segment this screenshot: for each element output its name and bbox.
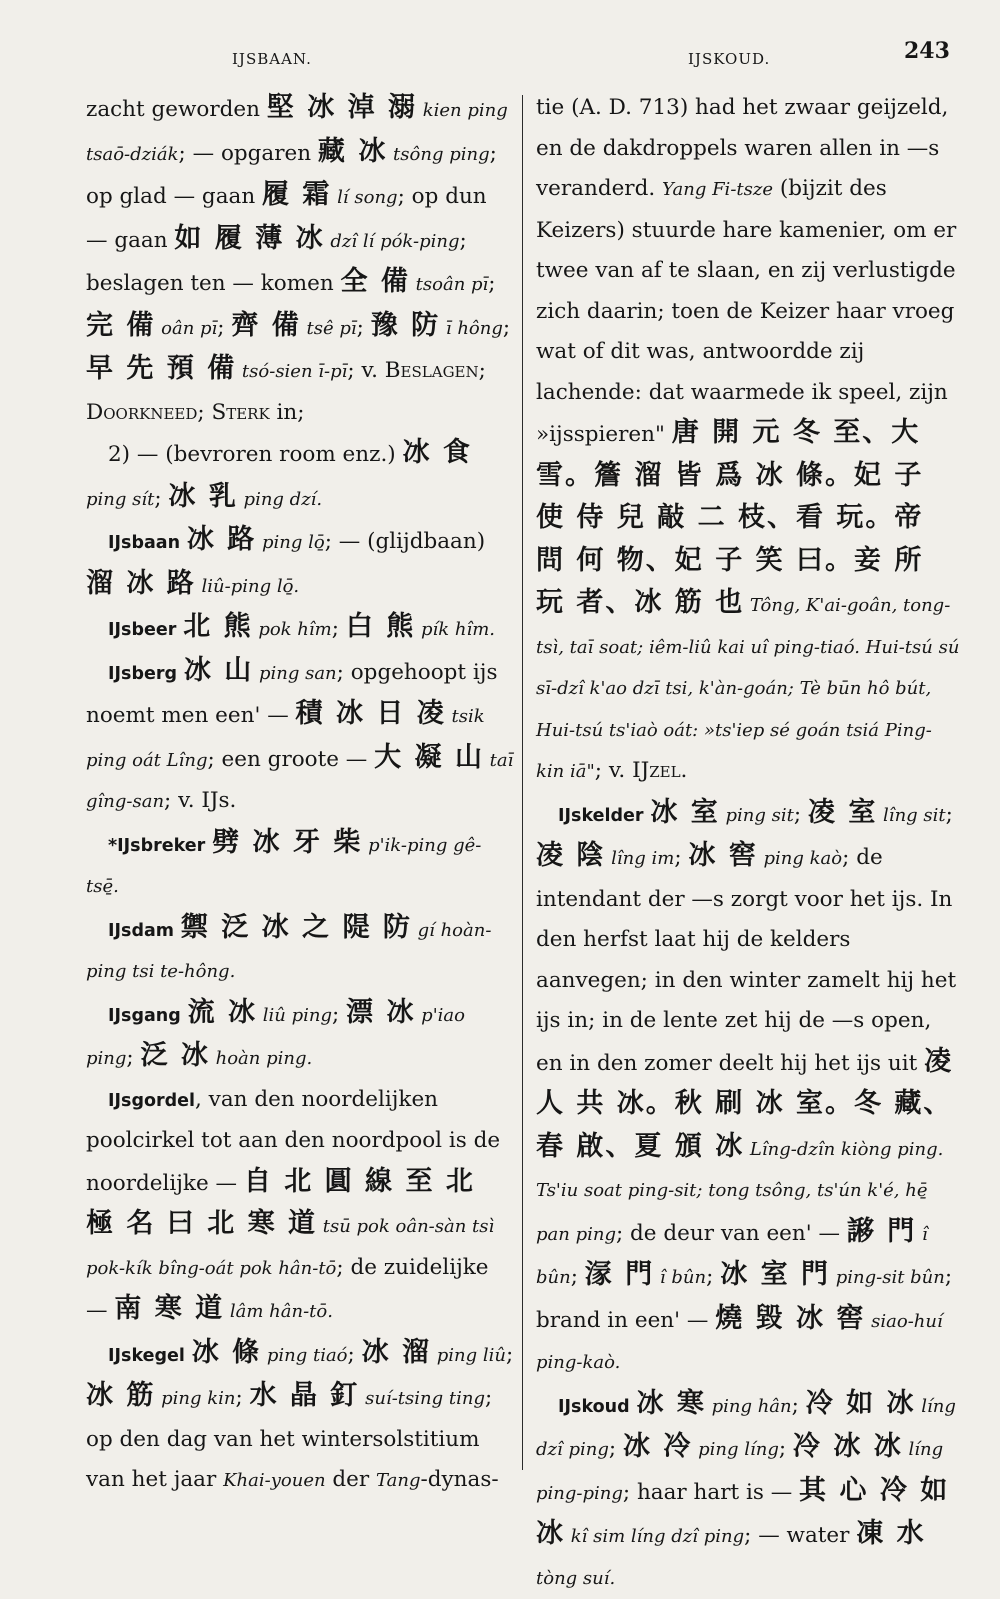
text-run: ; [488, 271, 495, 296]
chinese-characters: 冰 寒 [636, 1388, 705, 1419]
chinese-characters: 燒 毀 冰 窖 [715, 1303, 865, 1334]
text-run: ; [154, 486, 168, 511]
romanization: ping-sit bûn [830, 1267, 945, 1288]
cross-reference: IJzel. [632, 758, 687, 783]
chinese-characters: 藏 冰 [318, 136, 387, 167]
chinese-characters: 謻 門 [847, 1216, 916, 1247]
text-run: ; de intendant der —s zorgt voor het ijs. In den herfst laat hij de kelders aanvegen; in den winter zamelt hij het ijs in; in de lente zet hij de —s open, en in den zomer deelt hij het ijs uit [536, 845, 956, 1076]
chinese-characters: 凌 陰 [536, 840, 605, 871]
romanization: suí-tsing ting [359, 1388, 485, 1409]
text-run: ; [197, 400, 211, 425]
chinese-characters: 齊 備 [231, 310, 300, 341]
romanization: ping san [253, 663, 336, 684]
running-header [0, 38, 1000, 78]
chinese-characters: 冰 室 [650, 797, 719, 828]
text-run: -dynas- [420, 1467, 498, 1492]
chinese-characters: 履 霜 [262, 179, 331, 210]
romanization: pík hîm. [415, 619, 495, 640]
romanization: tsik ping oát Lîng [86, 706, 485, 771]
romanization: tsoân pī [410, 274, 488, 295]
text-run: ; [506, 1342, 513, 1367]
header-right-guideword: IJSKOUD. [688, 50, 770, 68]
romanization: ī hông [440, 318, 503, 339]
text-run: ; op glad — gaan [86, 141, 497, 210]
chinese-characters: 自 北 圓 線 至 北 極 名 曰 北 寒 道 [86, 1166, 475, 1240]
headword: IJsdam [108, 921, 174, 941]
headword: IJsbeer [108, 620, 176, 640]
text-run: ; [706, 1264, 720, 1289]
text-run [174, 917, 181, 942]
paragraph-right-0 [536, 88, 960, 793]
left-column [86, 88, 514, 1488]
romanization: tsê pī [301, 318, 357, 339]
text-run [180, 529, 187, 554]
text-run: ; een groote — [207, 747, 374, 772]
page-number: 243 [904, 38, 950, 64]
text-run: tie (A. D. 713) had het zwaar geijzeld, en de dakdroppels waren allen in —s veranderd. [536, 95, 948, 201]
romanization: tòng suí. [536, 1568, 615, 1589]
romanization: siao-huí ping-kaò. [536, 1311, 943, 1374]
romanization: lîng im [605, 848, 674, 869]
romanization: Lîng-dzîn kiòng ping. Ts'iu soat ping-sit; tong tsông, ts'ún k'é, hē̱ pan ping [536, 1139, 943, 1245]
chinese-characters: 南 寒 道 [114, 1293, 224, 1324]
text-run: ; [348, 1342, 362, 1367]
romanization: p'iao ping [86, 1005, 465, 1070]
text-run: ; v. [347, 358, 384, 383]
chinese-characters: 凍 水 [856, 1518, 925, 1549]
text-run: ; [126, 1045, 140, 1070]
chinese-characters: 冰 條 [192, 1337, 261, 1368]
romanization: ping hân [706, 1396, 792, 1417]
text-run: , van den noordelijken poolcirkel tot aan den noordpool is de noordelijke — [86, 1087, 500, 1196]
text-run: ; [503, 315, 510, 340]
entry-ijsgordel [86, 1080, 514, 1333]
chinese-characters: 堅 冰 淖 溺 [267, 92, 417, 123]
chinese-characters: 北 熊 [183, 611, 252, 642]
chinese-characters: 冰 窖 [688, 840, 757, 871]
text-run: ; — opgaren [179, 141, 318, 166]
romanization: p'ik-ping gê-tsē̱. [86, 835, 481, 898]
chinese-characters: 凌 人 共 冰。秋 刷 冰 室。冬 藏、春 啟、夏 頒 冰 [536, 1046, 953, 1162]
romanization: pok hîm [253, 619, 332, 640]
romanization: kî sim líng dzî ping [565, 1526, 744, 1547]
romanization: Tông, K'ai-goân, tong-tsì, taī soat; iêm-liû kai uî ping-tiaó. Hui-tsú sú sī-dzî k'ao dzī tsi, k'àn-goán; Tè būn hô bút, Hui-tsú ts'iaò oát: »ts'iep sé goán tsiá Ping-kin iā" [536, 595, 959, 782]
entry-ijsbaan-2 [86, 433, 514, 520]
chinese-characters: 冰 路 [187, 524, 256, 555]
chinese-characters: 冰 乳 [168, 481, 237, 512]
entry-ijsbeer [86, 607, 514, 651]
text-run: ; haar hart is — [623, 1480, 799, 1505]
romanization: ping liû [431, 1345, 506, 1366]
romanization: î bûn [654, 1267, 706, 1288]
text-run: ; [236, 1385, 250, 1410]
entry-ijsdam [86, 908, 514, 993]
romanization: oân pī [155, 318, 217, 339]
text-run: ; [479, 358, 486, 383]
chinese-characters: 泛 冰 [140, 1040, 209, 1071]
chinese-characters: 冰 溜 [362, 1337, 431, 1368]
chinese-characters: 凌 室 [808, 797, 877, 828]
text-run: ; [217, 315, 231, 340]
right-column [536, 88, 960, 1488]
chinese-characters: 溕 門 [585, 1259, 654, 1290]
text-run: ; de deur van een' — [616, 1221, 847, 1246]
text-run: ; [779, 1436, 793, 1461]
romanization: Yang Fi-tsze [662, 179, 773, 200]
romanization: liû-ping lō̱. [196, 576, 299, 597]
text-run: in; [270, 400, 305, 425]
romanization: lí song [331, 187, 397, 208]
text-run [177, 660, 184, 685]
chinese-characters: 早 先 預 備 [86, 353, 236, 384]
chinese-characters: 其 心 冷 如 冰 [536, 1475, 949, 1550]
text-run: ; [946, 802, 953, 827]
headword: IJsgordel [108, 1091, 195, 1111]
text-run: ; — (glijdbaan) [325, 529, 485, 554]
text-run [185, 1342, 192, 1367]
romanization: lâm hân-tō. [224, 1301, 333, 1322]
romanization: ping tiaó [261, 1345, 347, 1366]
text-run: ; v. [595, 758, 632, 783]
entry-ijskelder [536, 793, 960, 1384]
headword: *IJsbreker [108, 836, 205, 856]
chinese-characters: 冰 筋 [86, 1380, 155, 1411]
romanization: ping lō̱ [256, 532, 324, 553]
chinese-characters: 冷 如 冰 [806, 1388, 916, 1419]
romanization: tsông ping [387, 144, 489, 165]
entry-ijskegel [86, 1333, 514, 1502]
headword: IJskoud [558, 1397, 630, 1417]
text-run: zacht geworden [86, 97, 267, 122]
text-run: der [326, 1467, 376, 1492]
column-divider [522, 95, 523, 1470]
text-run: ; beslagen ten — komen [86, 228, 467, 297]
romanization: ping sít [86, 489, 154, 510]
romanization: tsū pok oân-sàn tsì pok-kík bîng-oát pok hân-tō [86, 1216, 494, 1279]
entry-ijsbaan [86, 520, 514, 607]
chinese-characters: 流 冰 [188, 997, 257, 1028]
romanization: Tang [376, 1470, 420, 1491]
romanization: ping líng [692, 1439, 778, 1460]
text-run [181, 1002, 188, 1027]
romanization: î bûn [536, 1224, 928, 1289]
romanization: ping kaò [758, 848, 842, 869]
text-run: ; [674, 845, 688, 870]
headword: IJsbaan [108, 533, 180, 553]
chinese-characters: 水 晶 釘 [250, 1380, 360, 1411]
header-left-guideword: IJSBAAN. [232, 50, 312, 68]
text-run: ; [794, 802, 808, 827]
romanization: tsó-sien ī-pī [236, 361, 347, 382]
romanization: hoàn ping. [210, 1048, 312, 1069]
chinese-characters: 完 備 [86, 310, 155, 341]
cross-reference: Sterk [211, 400, 269, 425]
chinese-characters: 冰 室 門 [720, 1259, 830, 1290]
text-run: ; brand in een' — [536, 1264, 952, 1333]
romanization: ping sit [720, 805, 794, 826]
romanization: dzî lí pók-ping [325, 231, 460, 252]
chinese-characters: 冰 冷 [623, 1431, 692, 1462]
text-run: (bijzit des Keizers) stuurde hare kamenier, om er twee van af te slaan, en zij verlustigde zich daarin; toen de Keizer haar vroeg wat of dit was, antwoordde zij lachende: dat waarmede ik speel, zijn »ijsspieren" [536, 176, 956, 447]
text-run: ; [609, 1436, 623, 1461]
text-run: ; [357, 315, 371, 340]
romanization: lîng sit [877, 805, 945, 826]
romanization: gí hoàn-ping tsi te-hông. [86, 920, 491, 983]
chinese-characters: 禦 泛 冰 之 隄 防 [181, 912, 412, 943]
chinese-characters: 白 熊 [346, 611, 415, 642]
entry-ijsberg [86, 651, 514, 823]
entry-ijskoud [536, 1384, 960, 1599]
romanization: ping dzí. [238, 489, 322, 510]
text-run: ; — water [744, 1523, 856, 1548]
text-run: ; [332, 1002, 346, 1027]
chinese-characters: 豫 防 [371, 310, 440, 341]
paragraph-left-0 [86, 88, 514, 433]
chinese-characters: 冰 食 [403, 437, 472, 468]
cross-reference: Beslagen [385, 358, 479, 383]
chinese-characters: 劈 冰 牙 柴 [212, 827, 362, 858]
cross-reference: Doorkneed [86, 400, 197, 425]
chinese-characters: 大 凝 山 [374, 742, 484, 773]
text-run: ; de zuidelijke — [86, 1255, 489, 1324]
headword: IJskegel [108, 1346, 185, 1366]
entry-ijsgang [86, 993, 514, 1080]
romanization: ping kin [155, 1388, 235, 1409]
chinese-characters: 全 備 [341, 266, 410, 297]
romanization: líng dzî ping [536, 1396, 956, 1461]
text-run: ; opgehoopt ijs noemt men een' — [86, 660, 497, 729]
chinese-characters: 冰 山 [184, 655, 253, 686]
romanization: kien ping tsaō-dziák [86, 100, 508, 165]
text-run: ; op dun — gaan [86, 184, 487, 253]
headword: IJsberg [108, 664, 177, 684]
headword: IJsgang [108, 1006, 181, 1026]
chinese-characters: 漂 冰 [346, 997, 415, 1028]
entry-ijsbreker [86, 823, 514, 908]
text-run: ; [792, 1393, 806, 1418]
romanization: Khai-youen [223, 1470, 325, 1491]
text-run: ; op den dag van het wintersolstitium van het jaar [86, 1385, 492, 1492]
romanization: líng ping-ping [536, 1439, 943, 1504]
chinese-characters: 溜 冰 路 [86, 568, 196, 599]
text-run: ; v. IJs. [164, 788, 236, 813]
headword: IJskelder [558, 806, 644, 826]
text-run: ; [571, 1264, 585, 1289]
chinese-characters: 冷 冰 冰 [793, 1431, 903, 1462]
text-run: 2) — (bevroren room enz.) [108, 442, 403, 467]
romanization: taī gîng-san [86, 750, 513, 813]
chinese-characters: 如 履 薄 冰 [174, 223, 324, 254]
text-run: ; [332, 616, 346, 641]
chinese-characters: 積 冰 日 凌 [296, 698, 446, 729]
chinese-characters: 唐 開 元 冬 至、大 雪。簷 溜 皆 爲 冰 條。妃 子 使 侍 兒 敲 二 枝、看 玩。帝 問 何 物、妃 子 笑 曰。妾 所 玩 者、冰 筋 也 [536, 417, 923, 618]
romanization: liû ping [257, 1005, 332, 1026]
